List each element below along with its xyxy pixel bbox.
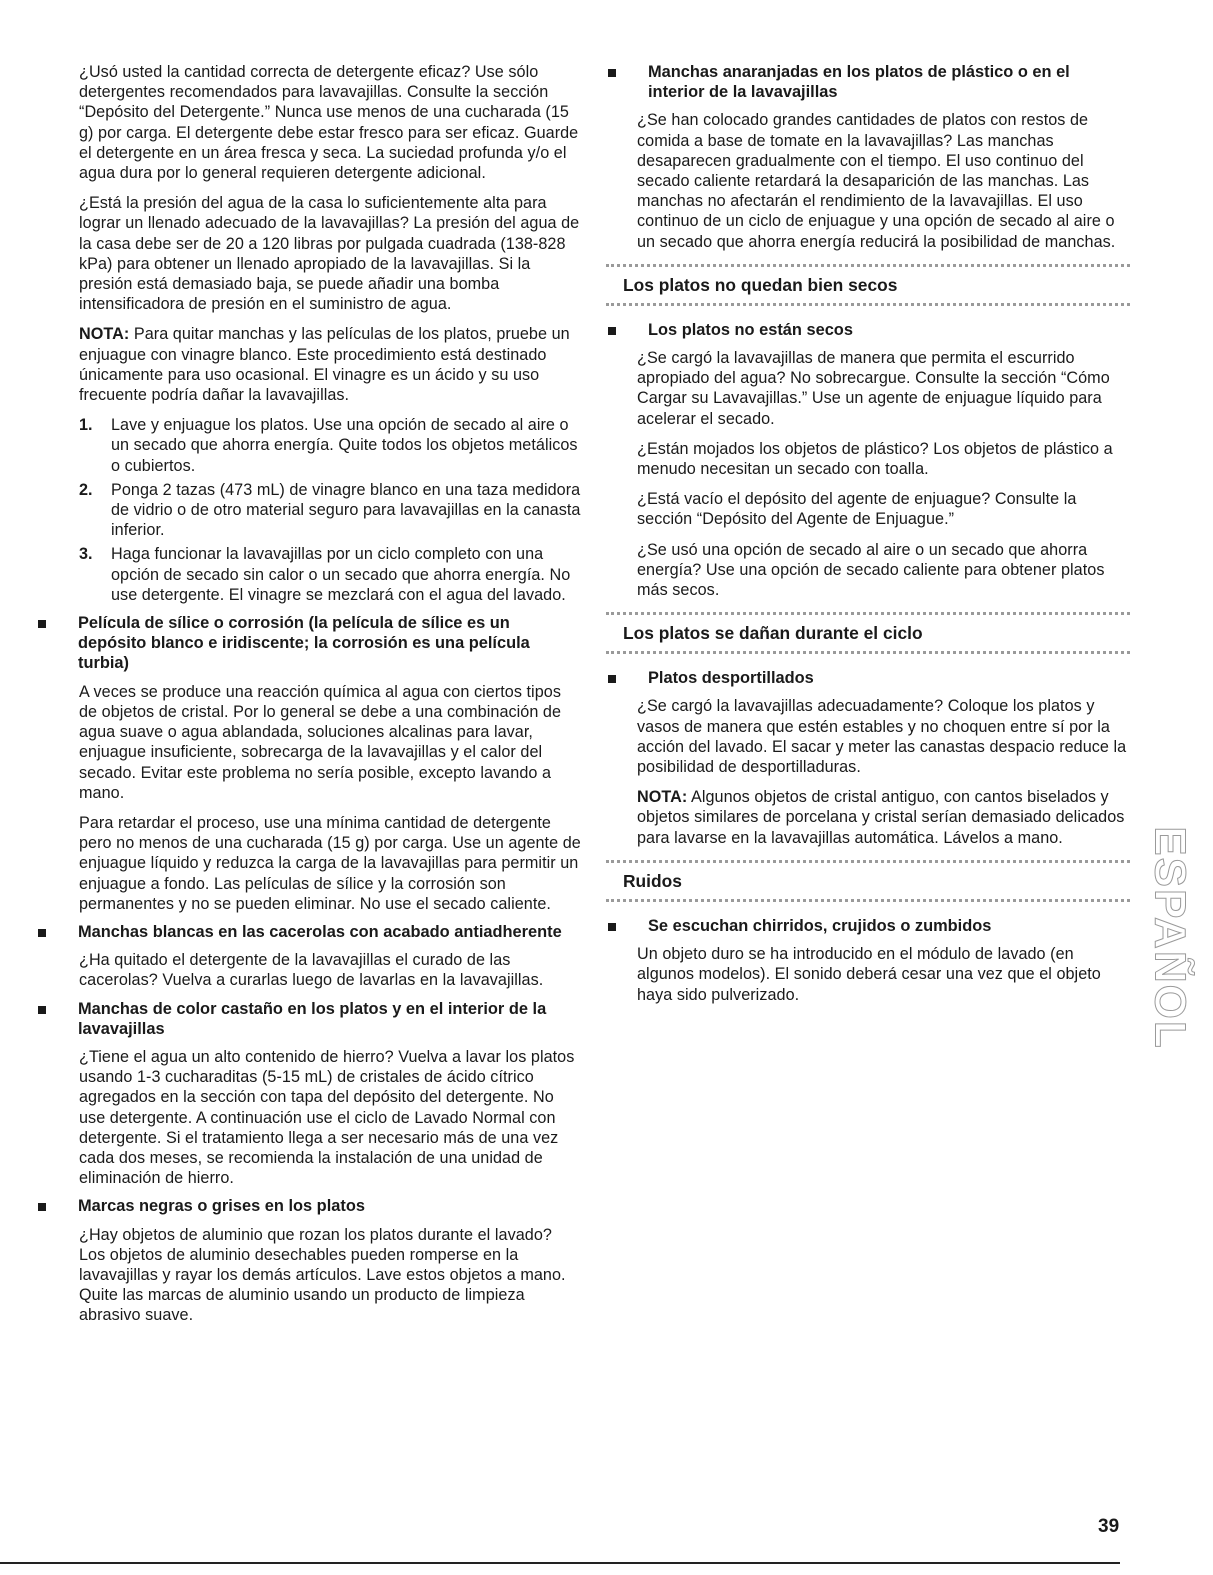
bullet-square-icon (608, 675, 616, 683)
bullet-square-icon (608, 69, 616, 77)
page-number: 39 (1098, 1516, 1120, 1537)
body-paragraph: ¿Tiene el agua un alto contenido de hierro? Vuelva a lavar los platos usando 1-3 cucharaditas (5-15 mL) de cristales de ácido cítrico agregados en la sección con tapa del depósito del detergente. No use detergente. A continuación use el ciclo de Lavado Normal con detergente. Si el tratamiento llega a ser necesario más de una vez cada dos meses, se recomienda la instalación de una unidad de eliminación de hierro. (79, 1047, 575, 1188)
bullet-title: Se escuchan chirridos, crujidos o zumbidos (648, 916, 992, 935)
nota-paragraph (637, 787, 1130, 848)
bullet-body (606, 696, 1130, 847)
bullet-heading-chirridos (606, 916, 1130, 936)
bullet-heading-manchas-blancas (36, 922, 581, 942)
section-heading-danan: Los platos se dañan durante el ciclo (606, 612, 1130, 654)
bullet-body (606, 944, 1130, 1005)
bullet-heading-castano (36, 999, 581, 1039)
body-paragraph: ¿Se usó una opción de secado al aire o un secado que ahorra energía? Use una opción de secado caliente para obtener platos más secos. (637, 540, 1105, 600)
body-paragraph: ¿Se cargó la lavavajillas adecuadamente? Coloque los platos y vasos de manera que estén estables y no choquen entre sí por la acción del lavado. El sacar y meter las canastas despacio reduce la posibilidad de desportilladuras. (637, 697, 1127, 777)
bullet-body (606, 110, 1130, 251)
section-heading-ruidos: Ruidos (606, 860, 1130, 902)
body-paragraph: Un objeto duro se ha introducido en el módulo de lavado (en algunos modelos). El sonido deberá cesar una vez que el objeto haya sido pulverizado. (637, 945, 1101, 1004)
nota-paragraph (79, 324, 581, 405)
step-item (79, 415, 581, 476)
bullet-square-icon (38, 1203, 46, 1211)
body-paragraph: A veces se produce una reacción química al agua con ciertos tipos de objetos de cristal. Por lo general se debe a una combinación de agua suave o agua ablandada, soluciones alcalinas para lavar, enjuague insuficiente, sobrecarga de la lavavajillas y el calor del secado. Evitar este problema no sería posible, excepto lavando a mano. (79, 682, 562, 802)
body-paragraph: ¿Hay objetos de aluminio que rozan los platos durante el lavado? Los objetos de aluminio desechables pueden romperse en la lavavajillas y rayar los demás artículos. Lave estos objetos a mano. Quite las marcas de aluminio usando un producto de limpieza abrasivo suave. (79, 1225, 566, 1325)
vinegar-steps (79, 415, 581, 605)
step-item (79, 480, 581, 541)
section-heading-secos: Los platos no quedan bien secos (606, 264, 1130, 306)
bullet-body (36, 682, 581, 914)
bullet-title: Película de sílice o corrosión (la película de sílice es un depósito blanco e iridiscente; la corrosión es una película turbia) (78, 614, 530, 673)
language-side-tab (1146, 820, 1195, 1055)
body-paragraph: Para retardar el proceso, use una mínima cantidad de detergente pero no menos de una cucharada (15 g) por carga. Use un agente de enjuague líquido y reduzca la carga de la lavavajillas para permitir un enjuague a fondo. Las películas de sílice y la corrosión son permanentes y no se pueden eliminar. No use el secado caliente. (79, 813, 581, 913)
intro-paragraph: ¿Usó usted la cantidad correcta de detergente eficaz? Use sólo detergentes recomendados para lavavajillas. Consulte la sección “Depósito del Detergente.” Nunca use menos de una cucharada (15 g) por carga. El detergente debe estar fresco para ser eficaz. Guarde el detergente en un área fresca y seca. La suciedad profunda y/o el agua dura por lo general requieren detergente adicional. (79, 63, 579, 183)
nota-text: Algunos objetos de cristal antiguo, con cantos biselados y objetos similares de porcelana y cristal serían demasiado delicados para lavarse en la lavavajillas automática. Lávelos a mano. (637, 788, 1125, 847)
bullet-title: Manchas blancas en las cacerolas con acabado antiadherente (78, 922, 562, 941)
step-number: 3. (79, 545, 93, 564)
nota-label: NOTA: (637, 788, 688, 807)
bullet-heading-no-secos (606, 320, 1130, 340)
body-paragraph: ¿Está vacío el depósito del agente de enjuague? Consulte la sección “Depósito del Agente de Enjuague.” (637, 490, 1077, 529)
bullet-heading-marcas-negras (36, 1196, 581, 1216)
step-item (79, 544, 581, 605)
bullet-title: Los platos no están secos (648, 320, 853, 339)
nota-label: NOTA: (79, 325, 130, 344)
intro-paragraph: ¿Está la presión del agua de la casa lo suficientemente alta para lograr un llenado adecuado de la lavavajillas? La presión del agua de la casa debe ser de 20 a 120 libras por pulgada cuadrada (138-828 kPa) para obtener un llenado apropiado de la lavavajillas. Si la presión está demasiado baja, se puede añadir una bomba intensificadora de presión en el suministro de agua. (79, 194, 580, 314)
footer-rule (0, 1562, 1120, 1564)
bullet-square-icon (608, 923, 616, 931)
bullet-heading-anaranjadas (606, 62, 1130, 102)
bullet-heading-desportillados (606, 668, 1130, 688)
body-paragraph: ¿Ha quitado el detergente de la lavavajillas el curado de las cacerolas? Vuelva a curarlas luego de lavarlas en la lavavajillas. (79, 951, 544, 990)
step-number: 1. (79, 416, 93, 435)
body-paragraph: ¿Están mojados los objetos de plástico? Los objetos de plástico a menudo necesitan un secado con toalla. (637, 439, 1113, 479)
step-text: Lave y enjuague los platos. Use una opción de secado al aire o un secado que ahorra energía. Quite todos los objetos metálicos o cubiertos. (111, 416, 578, 475)
nota-text: Para quitar manchas y las películas de los platos, pruebe un enjuague con vinagre blanco. Este procedimiento está destinado únicamente para uso ocasional. El vinagre es un ácido y su uso frecuente podría dañar la lavavajillas. (79, 325, 570, 405)
bullet-heading-silice (36, 613, 581, 674)
bullet-body (606, 348, 1130, 600)
body-paragraph: ¿Se cargó la lavavajillas de manera que permita el escurrido apropiado del agua? No sobrecargue. Consulte la sección “Cómo Cargar su Lavavajillas.” Use un agente de enjuague líquido para acelerar el secado. (637, 349, 1110, 428)
bullet-title: Marcas negras o grises en los platos (78, 1197, 365, 1216)
language-tab-label: ESPAÑOL (1146, 825, 1195, 1050)
body-paragraph: ¿Se han colocado grandes cantidades de platos con restos de comida a base de tomate en la lavavajillas? Las manchas desaparecen gradualmente con el tiempo. El uso continuo del secado caliente retardará la desaparición de las manchas. Las manchas no afectarán el rendimiento de la lavavajillas. El uso continuo de un ciclo de enjuague y una opción de secado al aire o un secado que ahorra energía reducirá la posibilidad de manchas. (637, 111, 1116, 251)
bullet-square-icon (38, 620, 46, 628)
right-column (606, 62, 1130, 1005)
bullet-title: Manchas anaranjadas en los platos de plástico o en el interior de la lavavajillas (648, 63, 1070, 102)
bullet-square-icon (608, 327, 616, 335)
bullet-body (36, 1225, 581, 1326)
step-text: Haga funcionar la lavavajillas por un ciclo completo con una opción de secado sin calor o un secado que ahorra energía. No use detergente. El vinagre se mezclará con el agua del lavado. (111, 545, 571, 604)
bullet-square-icon (38, 1006, 46, 1014)
intro-block (36, 62, 581, 605)
bullet-title: Platos desportillados (648, 669, 814, 688)
bullet-body (36, 950, 581, 990)
left-column (36, 62, 581, 1326)
bullet-body (36, 1047, 581, 1188)
step-text: Ponga 2 tazas (473 mL) de vinagre blanco en una taza medidora de vidrio o de otro material seguro para lavavajillas en la canasta inferior. (111, 480, 581, 540)
bullet-square-icon (38, 929, 46, 937)
bullet-title: Manchas de color castaño en los platos y en el interior de la lavavajillas (78, 999, 547, 1038)
step-number: 2. (79, 480, 93, 499)
